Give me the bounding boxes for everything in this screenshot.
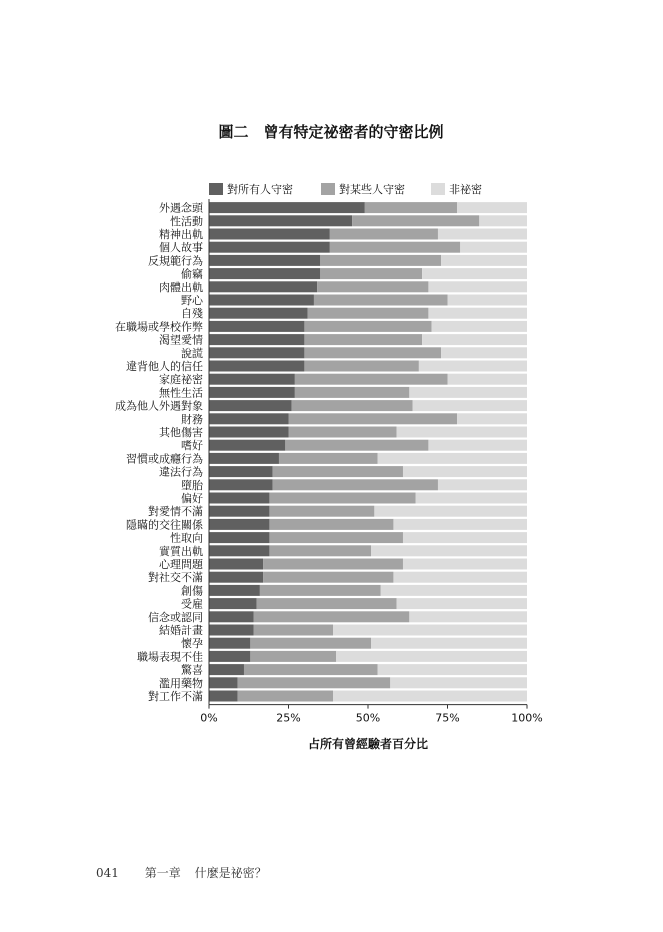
bar-segment bbox=[209, 479, 273, 490]
bar-segment bbox=[209, 374, 295, 385]
bar-segment bbox=[250, 638, 371, 649]
bar-segment bbox=[308, 308, 429, 319]
bar-segment bbox=[238, 691, 333, 702]
bar-segment bbox=[209, 572, 263, 583]
bar-segment bbox=[209, 519, 269, 530]
category-label: 渴望愛情 bbox=[159, 333, 203, 347]
bar-segment bbox=[254, 625, 334, 636]
bar-segment bbox=[209, 321, 304, 332]
category-label: 無性生活 bbox=[159, 386, 203, 400]
bar-segment bbox=[352, 215, 479, 226]
category-label: 嗜好 bbox=[181, 439, 203, 453]
category-label: 對工作不滿 bbox=[148, 690, 203, 703]
bar-segment bbox=[209, 664, 244, 675]
bar-segment bbox=[371, 545, 527, 556]
bar-segment bbox=[209, 453, 279, 464]
bar-segment bbox=[292, 400, 413, 411]
chart-title: 圖二 曾有特定祕密者的守密比例 bbox=[218, 123, 444, 141]
bar-segment bbox=[333, 691, 527, 702]
bar-segment bbox=[209, 625, 254, 636]
category-label: 信念或認同 bbox=[148, 610, 203, 624]
category-label: 濫用藥物 bbox=[159, 676, 203, 690]
category-label: 違背他人的信任 bbox=[126, 360, 203, 373]
category-label: 野心 bbox=[181, 294, 203, 307]
legend-swatch-2 bbox=[431, 183, 445, 195]
bar-segment bbox=[397, 427, 527, 438]
category-label: 懷孕 bbox=[181, 637, 203, 651]
bar-segment bbox=[209, 611, 254, 622]
category-label: 外遇念頭 bbox=[159, 201, 203, 215]
category-label: 習慣或成癮行為 bbox=[126, 452, 203, 466]
bar-segment bbox=[438, 479, 527, 490]
category-label: 其他傷害 bbox=[159, 426, 203, 439]
bar-segment bbox=[254, 611, 410, 622]
bar-segment bbox=[250, 651, 336, 662]
bar-segment bbox=[209, 361, 304, 372]
category-label: 說謊 bbox=[181, 346, 203, 360]
category-label: 職場表現不佳 bbox=[137, 650, 203, 664]
bar-segment bbox=[263, 572, 393, 583]
bar-segment bbox=[428, 440, 527, 451]
bar-segment bbox=[209, 651, 250, 662]
legend-label-2: 非祕密 bbox=[449, 183, 482, 196]
category-label: 財務 bbox=[181, 412, 203, 426]
bar-segment bbox=[209, 268, 320, 279]
category-label: 實質出軌 bbox=[159, 544, 203, 558]
category-label: 性取向 bbox=[170, 531, 203, 545]
legend-label-1: 對某些人守密 bbox=[339, 183, 405, 196]
bar-segment bbox=[285, 440, 428, 451]
bar-segment bbox=[457, 413, 527, 424]
bar-segment bbox=[209, 295, 314, 306]
x-tick-label: 50% bbox=[355, 711, 381, 725]
bar-segment bbox=[209, 255, 320, 266]
bar-segment bbox=[209, 413, 289, 424]
bar-segment bbox=[393, 519, 527, 530]
bar-segment bbox=[209, 202, 365, 213]
bar-segment bbox=[479, 215, 527, 226]
bar-segment bbox=[460, 242, 527, 253]
bar-segment bbox=[403, 559, 527, 570]
bar-segment bbox=[378, 453, 527, 464]
category-label: 精神出軌 bbox=[159, 228, 203, 241]
bar-segment bbox=[244, 664, 378, 675]
bar-segment bbox=[209, 400, 292, 411]
bar-segment bbox=[209, 347, 304, 358]
bar-segment bbox=[209, 427, 289, 438]
bar-segment bbox=[304, 361, 418, 372]
bar-segment bbox=[209, 691, 238, 702]
bar-segment bbox=[441, 347, 527, 358]
bar-segment bbox=[269, 545, 371, 556]
bar-segment bbox=[432, 321, 527, 332]
bar-segment bbox=[320, 268, 422, 279]
category-label: 創傷 bbox=[181, 584, 203, 598]
legend-swatch-1 bbox=[321, 183, 335, 195]
bar-segment bbox=[336, 651, 527, 662]
category-label: 受雇 bbox=[181, 597, 203, 611]
x-tick-label: 75% bbox=[435, 711, 460, 725]
bar-segment bbox=[209, 598, 257, 609]
bar-segment bbox=[393, 572, 527, 583]
bar-segment bbox=[209, 638, 250, 649]
bar-segment bbox=[209, 493, 269, 504]
bar-segment bbox=[413, 400, 527, 411]
bar-segment bbox=[209, 559, 263, 570]
bar-segment bbox=[209, 466, 273, 477]
category-label: 結婚計畫 bbox=[159, 624, 203, 637]
bar-segment bbox=[269, 506, 374, 517]
category-label: 偏好 bbox=[181, 492, 203, 505]
category-label: 偷竊 bbox=[181, 267, 203, 281]
bar-segment bbox=[209, 242, 330, 253]
bar-segment bbox=[257, 598, 397, 609]
bar-segment bbox=[448, 295, 528, 306]
category-label: 隱瞞的交往關係 bbox=[126, 518, 203, 532]
bar-segment bbox=[269, 519, 393, 530]
category-label: 對社交不滿 bbox=[148, 571, 203, 585]
bar-segment bbox=[438, 229, 527, 240]
bar-segment bbox=[314, 295, 448, 306]
category-label: 自殘 bbox=[181, 307, 203, 321]
bar-segment bbox=[409, 611, 527, 622]
bar-segment bbox=[209, 281, 317, 292]
x-axis-label: 占所有曾經驗者百分比 bbox=[307, 737, 429, 751]
category-label: 驚喜 bbox=[181, 663, 203, 677]
bar-segment bbox=[378, 664, 527, 675]
bar-segment bbox=[209, 440, 285, 451]
bar-segment bbox=[304, 321, 431, 332]
category-label: 家庭祕密 bbox=[159, 373, 203, 387]
bar-segment bbox=[422, 268, 527, 279]
bar-segment bbox=[330, 229, 438, 240]
bar-segment bbox=[295, 387, 409, 398]
bar-segment bbox=[371, 638, 527, 649]
bar-segment bbox=[457, 202, 527, 213]
bar-segment bbox=[403, 466, 527, 477]
legend bbox=[209, 182, 482, 196]
bar-segment bbox=[330, 242, 460, 253]
bar-segment bbox=[209, 308, 308, 319]
bar-segment bbox=[374, 506, 527, 517]
bars bbox=[209, 202, 527, 701]
bar-segment bbox=[269, 532, 403, 543]
bar-segment bbox=[441, 255, 527, 266]
bar-segment bbox=[209, 229, 330, 240]
bar-segment bbox=[209, 387, 295, 398]
bar-segment bbox=[304, 347, 441, 358]
bar-segment bbox=[289, 413, 458, 424]
bar-segment bbox=[333, 625, 527, 636]
bar-segment bbox=[365, 202, 457, 213]
bar-segment bbox=[260, 585, 381, 596]
bar-segment bbox=[273, 479, 438, 490]
bar-segment bbox=[422, 334, 527, 345]
category-label: 心理問題 bbox=[159, 558, 203, 571]
category-label: 在職場或學校作弊 bbox=[115, 320, 203, 334]
bar-segment bbox=[269, 493, 415, 504]
bar-segment bbox=[448, 374, 528, 385]
bar-segment bbox=[416, 493, 527, 504]
bar-segment bbox=[317, 281, 428, 292]
category-labels bbox=[115, 201, 204, 703]
category-label: 反規範行為 bbox=[148, 254, 203, 268]
bar-segment bbox=[273, 466, 403, 477]
category-label: 個人故事 bbox=[159, 241, 203, 255]
bar-segment bbox=[289, 427, 397, 438]
bar-segment bbox=[381, 585, 527, 596]
x-tick-label: 0% bbox=[200, 711, 218, 725]
category-label: 墮胎 bbox=[181, 478, 203, 492]
bar-segment bbox=[390, 677, 527, 688]
chapter-number: 第一章 bbox=[144, 866, 181, 880]
bar-segment bbox=[209, 215, 352, 226]
x-tick-label: 25% bbox=[276, 711, 301, 725]
category-label: 違法行為 bbox=[159, 465, 203, 479]
bar-segment bbox=[209, 677, 238, 688]
bar-segment bbox=[209, 532, 269, 543]
category-label: 肉體出軌 bbox=[159, 280, 203, 294]
bar-segment bbox=[428, 308, 527, 319]
category-label: 性活動 bbox=[170, 214, 203, 228]
bar-segment bbox=[279, 453, 378, 464]
category-label: 對愛情不滿 bbox=[148, 505, 203, 519]
bar-segment bbox=[209, 506, 269, 517]
bar-segment bbox=[209, 334, 304, 345]
bar-segment bbox=[304, 334, 422, 345]
bar-segment bbox=[320, 255, 441, 266]
bar-segment bbox=[409, 387, 527, 398]
page-number: 041 bbox=[96, 866, 119, 880]
x-tick-label: 100% bbox=[511, 711, 543, 725]
legend-swatch-0 bbox=[209, 183, 223, 195]
chapter-title: 什麼是祕密？ bbox=[194, 866, 267, 880]
bar-segment bbox=[209, 545, 269, 556]
bar-segment bbox=[419, 361, 527, 372]
legend-label-0: 對所有人守密 bbox=[227, 183, 293, 196]
bar-segment bbox=[295, 374, 448, 385]
bar-segment bbox=[263, 559, 403, 570]
bar-segment bbox=[428, 281, 527, 292]
bar-segment bbox=[238, 677, 391, 688]
bar-segment bbox=[403, 532, 527, 543]
category-label: 成為他人外遇對象 bbox=[115, 399, 203, 413]
page-footer bbox=[96, 864, 289, 881]
bar-segment bbox=[397, 598, 527, 609]
bar-segment bbox=[209, 585, 260, 596]
